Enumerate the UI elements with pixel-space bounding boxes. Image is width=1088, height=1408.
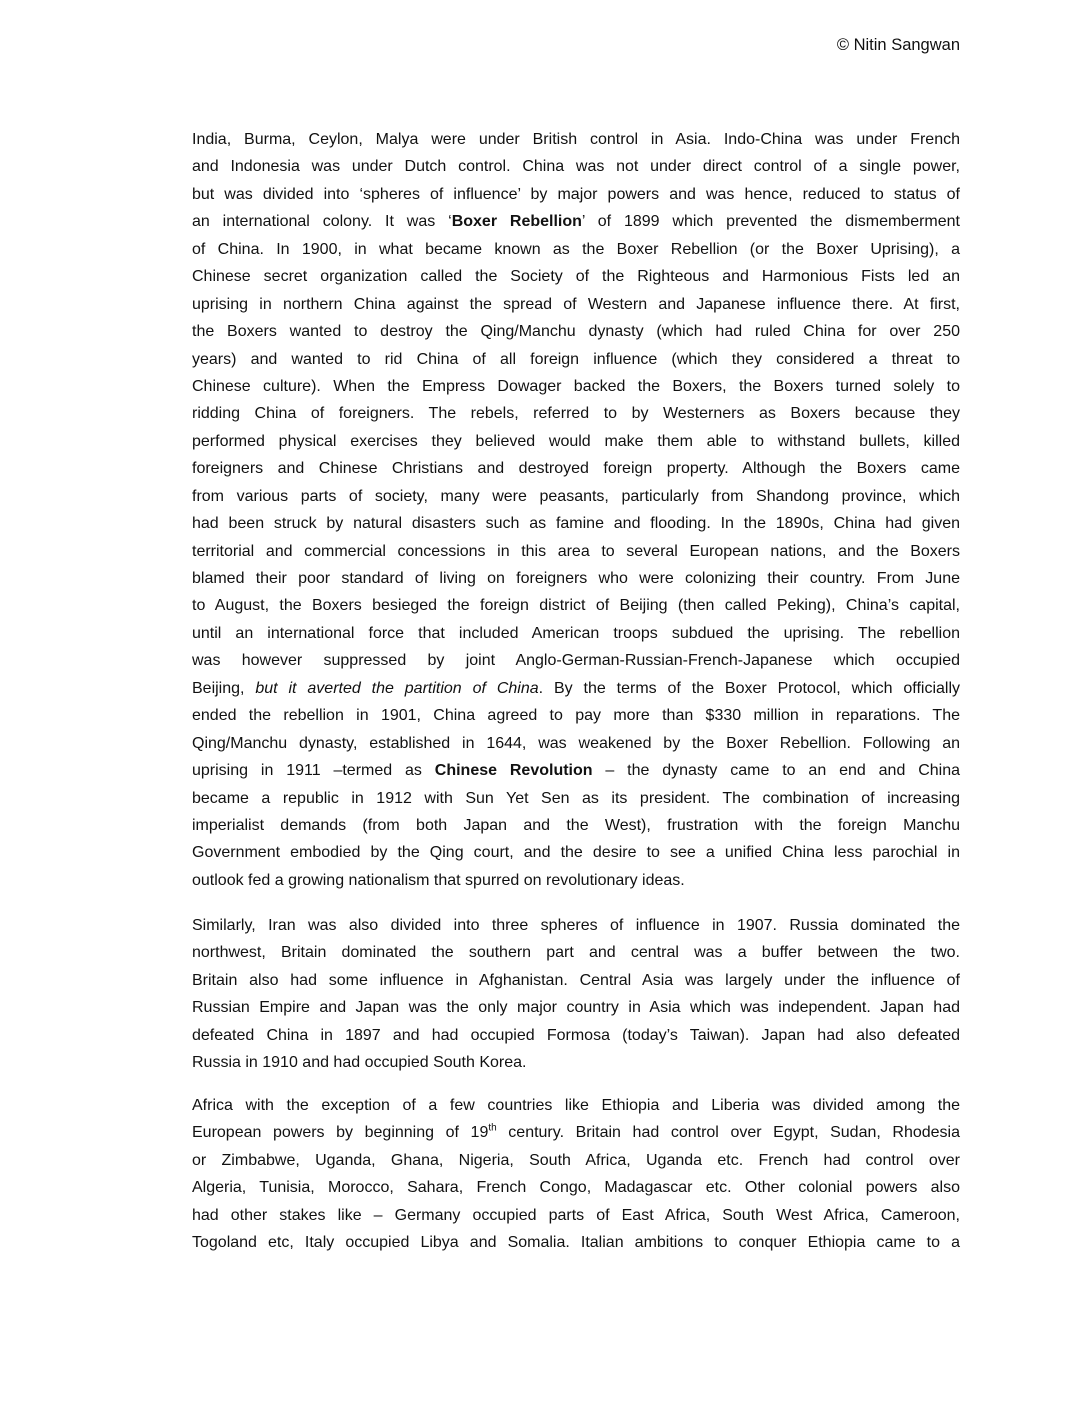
text-segment: performed physical exercises they believed would make them able to withstand bullets, killed xyxy=(192,432,960,450)
text-segment: foreigners and Chinese Christians and destroyed foreign property. Although the Boxers came xyxy=(192,460,960,478)
bold-term: Chinese Revolution xyxy=(434,762,593,780)
text-line xyxy=(192,455,960,482)
text-segment: to August, the Boxers besieged the foreign district of Beijing (then called Peking), China’s capital, xyxy=(192,597,960,615)
text-line xyxy=(192,510,960,537)
text-segment: uprising in 1911 –termed as xyxy=(192,762,435,780)
text-segment: Africa with the exception of a few countries like Ethiopia and Liberia was divided among the xyxy=(192,1097,960,1114)
text-segment: or Zimbabwe, Uganda, Ghana, Nigeria, South Africa, Uganda etc. French had control over xyxy=(192,1151,960,1169)
bold-term: Boxer Rebellion xyxy=(451,213,582,231)
text-segment: northwest, Britain dominated the southern part and central was a buffer between the two. xyxy=(192,944,960,962)
text-line xyxy=(192,967,960,994)
text-segment: uprising in northern China against the spread of Western and Japanese influence there. At first, xyxy=(192,295,960,313)
text-segment: ridding China of foreigners. The rebels, referred to by Westerners as Boxers because they xyxy=(192,405,960,423)
text-line xyxy=(192,994,960,1021)
text-line xyxy=(192,346,960,373)
text-line xyxy=(192,208,960,235)
text-segment: India, Burma, Ceylon, Malya were under British control in Asia. Indo-China was under French xyxy=(192,131,960,148)
text-line xyxy=(192,1049,960,1076)
text-segment: and Indonesia was under Dutch control. China was not under direct control of a single power, xyxy=(192,158,960,176)
text-segment: ended the rebellion in 1901, China agreed to pay more than $330 million in reparations. The xyxy=(192,707,960,725)
text-line xyxy=(192,939,960,966)
text-line xyxy=(192,592,960,619)
text-segment: had other stakes like – Germany occupied parts of East Africa, South West Africa, Cameroon, xyxy=(192,1206,960,1224)
text-line xyxy=(192,291,960,318)
text-segment: became a republic in 1912 with Sun Yet Sen as its president. The combination of increasing xyxy=(192,789,960,807)
text-segment: the Boxers wanted to destroy the Qing/Manchu dynasty (which had ruled China for over 250 xyxy=(192,323,960,341)
text-line xyxy=(192,318,960,345)
text-line xyxy=(192,785,960,812)
text-line xyxy=(192,1174,960,1201)
text-line xyxy=(192,812,960,839)
text-segment: Government embodied by the Qing court, and the desire to see a unified China less parochial in xyxy=(192,844,960,862)
text-segment: from various parts of society, many were peasants, particularly from Shandong province, which xyxy=(192,487,960,505)
text-line xyxy=(192,1119,960,1146)
text-line xyxy=(192,839,960,866)
text-segment: century. Britain had control over Egypt, Sudan, Rhodesia xyxy=(496,1124,961,1142)
text-line xyxy=(192,181,960,208)
text-segment: Algeria, Tunisia, Morocco, Sahara, French Congo, Madagascar etc. Other colonial powers also xyxy=(192,1179,960,1197)
text-line xyxy=(192,757,960,784)
text-segment: an international colony. It was ‘ xyxy=(192,213,452,231)
text-segment: Britain also had some influence in Afghanistan. Central Asia was largely under the influence of xyxy=(192,971,960,989)
text-line xyxy=(192,373,960,400)
text-line xyxy=(192,1202,960,1229)
italic-text: but it averted the partition of China xyxy=(255,679,539,697)
text-line xyxy=(192,647,960,674)
text-segment: blamed their poor standard of living on foreigners who were colonizing their country. From June xyxy=(192,570,960,587)
text-segment: of China. In 1900, in what became known as the Boxer Rebellion (or the Boxer Uprising), a xyxy=(192,240,960,258)
text-line xyxy=(192,912,960,939)
text-line xyxy=(192,538,960,565)
text-segment: Chinese culture). When the Empress Dowager backed the Boxers, the Boxers turned solely to xyxy=(192,377,960,395)
text-segment: until an international force that included American troops subdued the uprising. The rebellion xyxy=(192,624,960,642)
text-segment: territorial and commercial concessions in this area to several European nations, and the Boxers xyxy=(192,542,960,560)
text-segment: Togoland etc, Italy occupied Libya and Somalia. Italian ambitions to conquer Ethiopia came to a xyxy=(192,1234,960,1252)
text-segment: Chinese secret organization called the Society of the Righteous and Harmonious Fists led an xyxy=(192,268,960,286)
text-segment: but was divided into ‘spheres of influence’ by major powers and was hence, reduced to status of xyxy=(192,185,960,203)
text-segment: Qing/Manchu dynasty, established in 1644, was weakened by the Boxer Rebellion. Following an xyxy=(192,734,960,752)
text-line xyxy=(192,867,960,894)
text-line xyxy=(192,153,960,180)
text-line xyxy=(192,620,960,647)
text-line xyxy=(192,483,960,510)
text-segment: was however suppressed by joint Anglo-German-Russian-French-Japanese which occupied xyxy=(192,652,960,670)
text-segment: Similarly, Iran was also divided into three spheres of influence in 1907. Russia dominated the xyxy=(192,917,960,934)
paragraph-asia-china xyxy=(192,126,960,894)
text-line xyxy=(192,702,960,729)
text-line xyxy=(192,126,960,153)
text-line xyxy=(192,1147,960,1174)
text-segment: defeated China in 1897 and had occupied Formosa (today’s Taiwan). Japan had also defeated xyxy=(192,1026,960,1044)
text-segment: outlook fed a growing nationalism that spurred on revolutionary ideas. xyxy=(192,871,685,889)
text-line xyxy=(192,236,960,263)
paragraph-africa xyxy=(192,1092,960,1257)
superscript: th xyxy=(488,1123,497,1135)
text-segment: imperialist demands (from both Japan and the West), frustration with the foreign Manchu xyxy=(192,816,960,834)
text-line xyxy=(192,730,960,757)
paragraph-iran-japan xyxy=(192,912,960,1077)
text-segment: Beijing, xyxy=(192,679,256,697)
copyright-header: © Nitin Sangwan xyxy=(836,36,960,54)
text-line xyxy=(192,1229,960,1256)
text-line xyxy=(192,675,960,702)
text-line xyxy=(192,428,960,455)
text-line xyxy=(192,1022,960,1049)
text-line xyxy=(192,263,960,290)
text-line xyxy=(192,1092,960,1119)
text-segment: . By the terms of the Boxer Protocol, which officially xyxy=(538,679,961,697)
text-line xyxy=(192,400,960,427)
text-segment: European powers by beginning of 19 xyxy=(192,1124,489,1142)
text-segment: – the dynasty came to an end and China xyxy=(592,762,961,780)
text-segment: years) and wanted to rid China of all foreign influence (which they considered a threat to xyxy=(192,350,960,368)
text-segment: had been struck by natural disasters such as famine and flooding. In the 1890s, China had given xyxy=(192,515,960,533)
text-segment: Russia in 1910 and had occupied South Korea. xyxy=(192,1054,527,1072)
text-segment: ’ of 1899 which prevented the dismemberment xyxy=(581,213,961,231)
text-line xyxy=(192,565,960,592)
text-segment: Russian Empire and Japan was the only major country in Asia which was independent. Japan had xyxy=(192,999,960,1017)
